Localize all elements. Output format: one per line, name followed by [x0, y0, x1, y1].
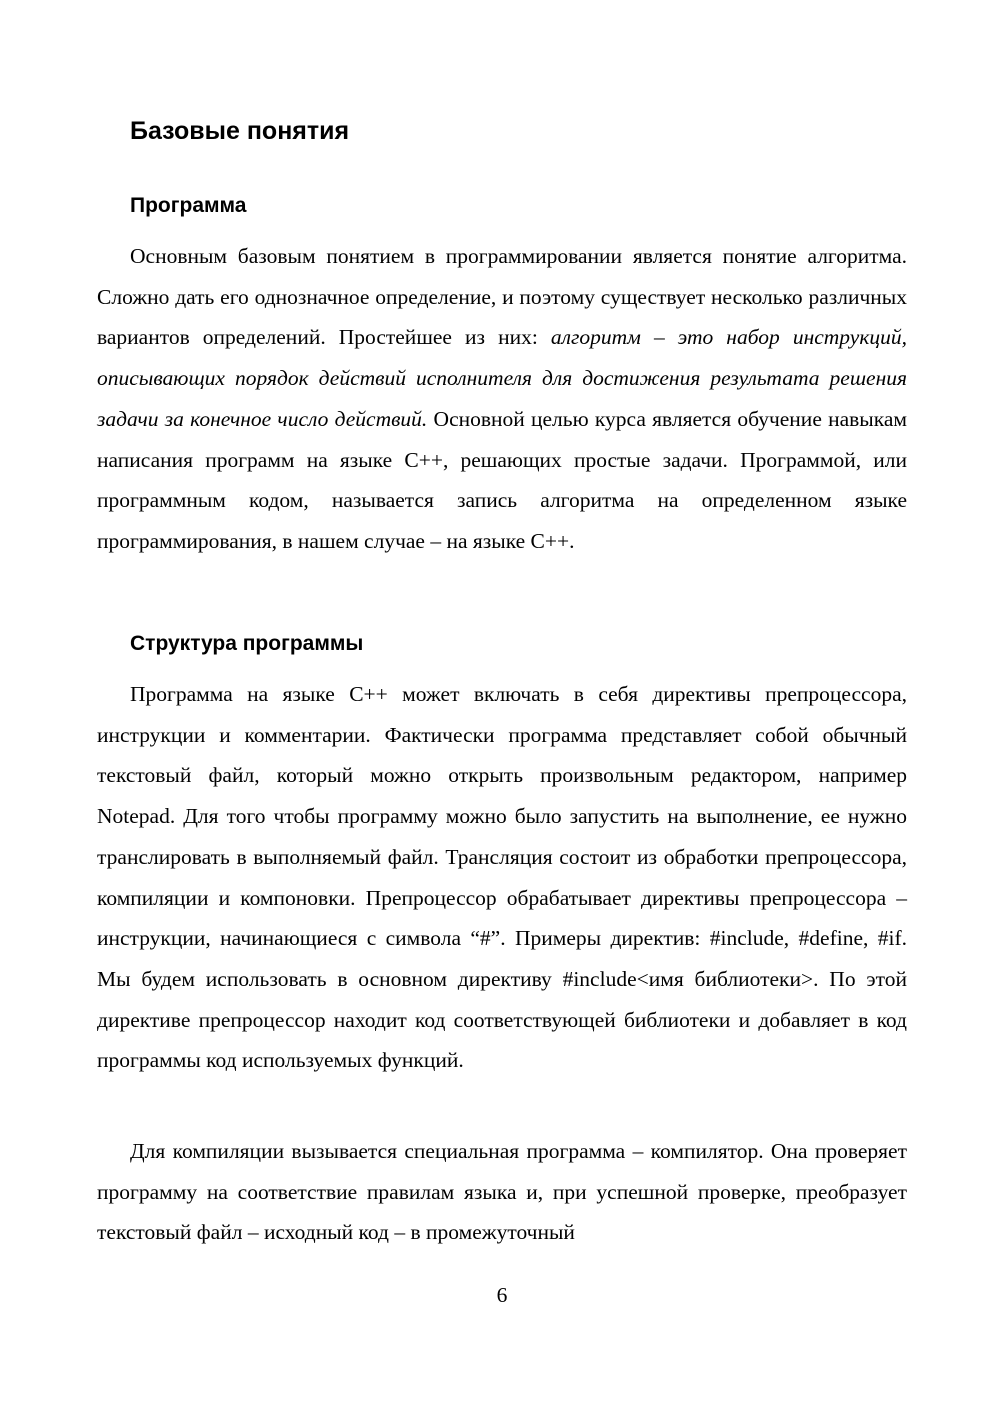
paragraph-text: Основным базовым понятием в программировании является понятие алгоритма. Сложно дать его однозначное определение, и поэтому существует несколько различных вариантов определений. Простейшее из них:: [97, 244, 907, 350]
section-heading-program: Программа: [130, 194, 247, 217]
page-number: 6: [496, 1283, 508, 1307]
section-heading-structure: Структура программы: [130, 632, 364, 655]
page-title: Базовые понятия: [130, 117, 350, 145]
algorithm-definition-italic: алгоритм – это набор инструкций, описывающих порядок действий исполнителя для достижения результата решения задачи за конечное число действий.: [97, 325, 907, 431]
paragraph-algorithm-definition: [97, 236, 907, 562]
paragraph-text: Основной целью курса является обучение навыкам написания программ на языке С++, решающих простые задачи. Программой, или программным кодом, называется запись алгоритма на определенном языке программирования, в нашем случае – на языке С++.: [97, 406, 907, 553]
paragraph-compiler: Для компиляции вызывается специальная программа – компилятор. Она проверяет программу на соответствие правилам языка и, при успешной проверке, преобразует текстовый файл – исходный код – в промежуточный: [97, 1139, 907, 1245]
paragraph-program-structure: Программа на языке С++ может включать в себя директивы препроцессора, инструкции и комментарии. Фактически программа представляет собой обычный текстовый файл, который можно открыть произвольным редактором, например Notepad. Для того чтобы программу можно было запустить на выполнение, ее нужно транслировать в выполняемый файл. Трансляция состоит из обработки препроцессора, компиляции и компоновки. Препроцессор обрабатывает директивы препроцессора – инструкции, начинающиеся с символа “#”. Примеры директив: #include, #define, #if. Мы будем использовать в основном директиву #include<имя библиотеки>. По этой директиве препроцессор находит код соответствующей библиотеки и добавляет в код программы код используемых функций.: [97, 682, 907, 1073]
